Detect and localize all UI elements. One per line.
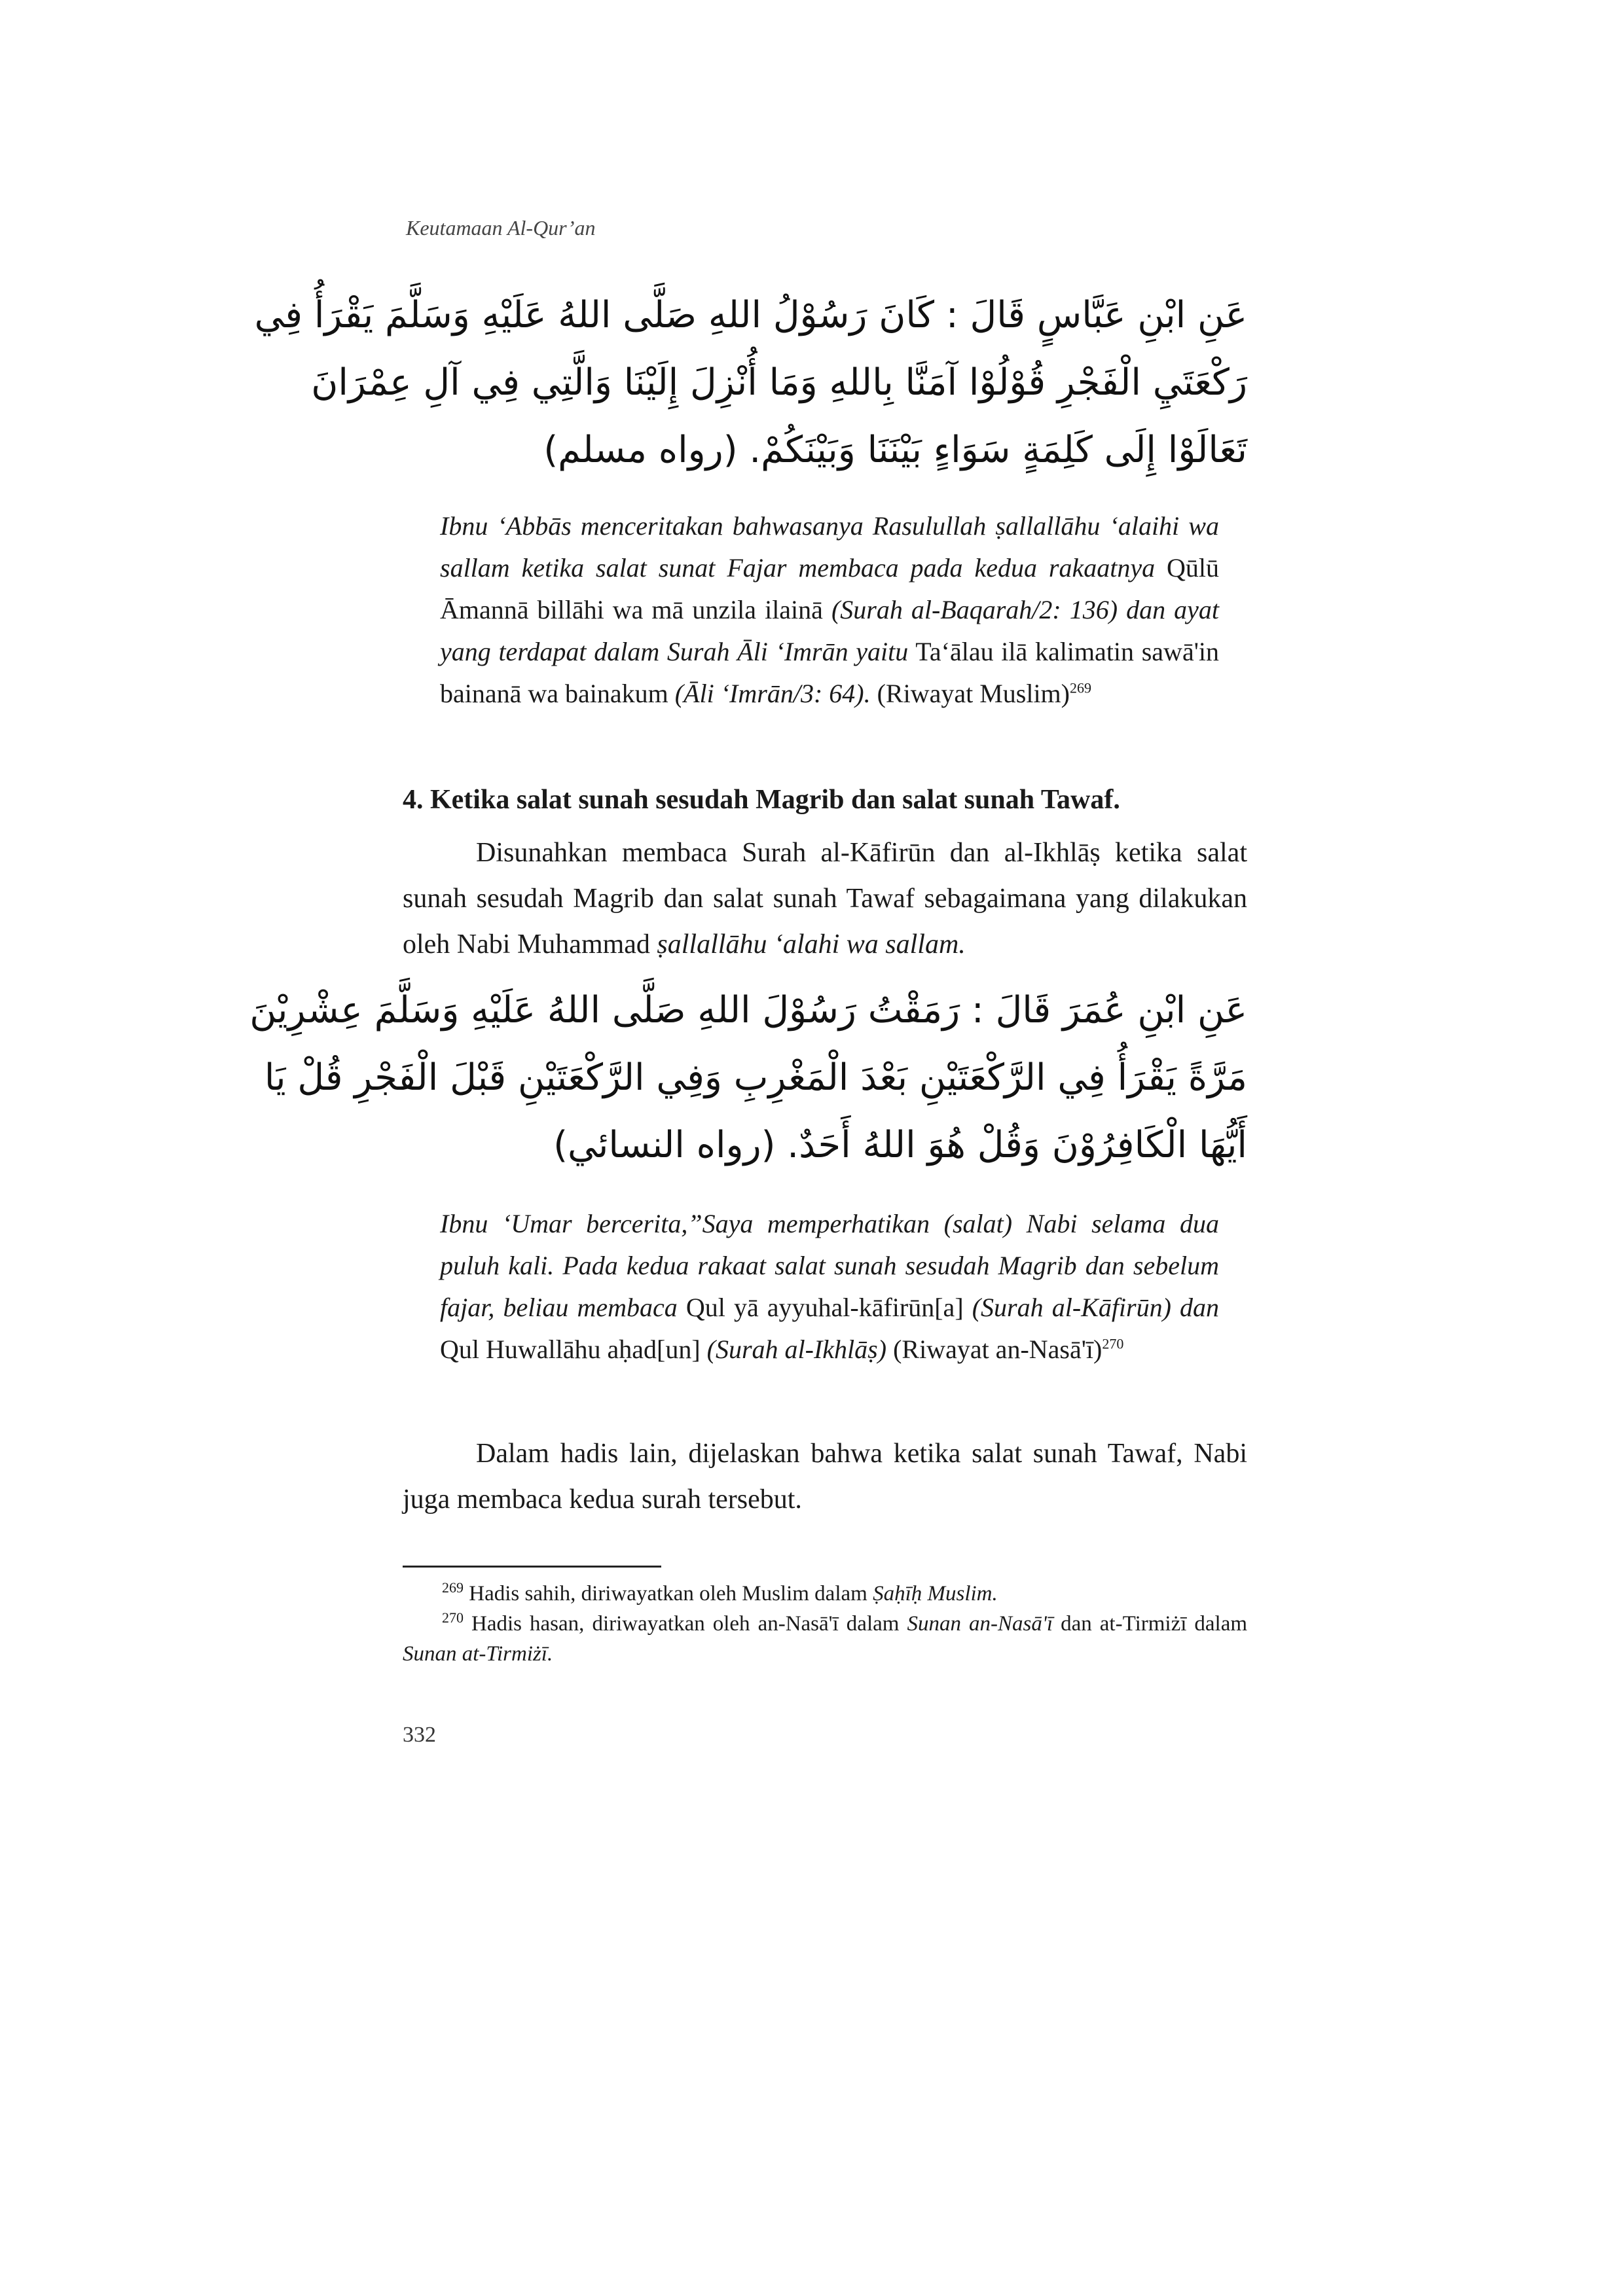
paragraph-text: Dalam hadis lain, dijelaskan bahwa ketika salat sunah Tawaf, Nabi juga membaca kedua surah tersebut. bbox=[403, 1439, 1247, 1515]
translation-text: (Surah al-Baqarah/2: 136) dan ayat yang terdapat dalam Surah Āli ‘Imrān yaitu bbox=[440, 595, 1219, 666]
narration-source: (Riwayat Muslim) bbox=[877, 679, 1070, 708]
paragraph-italic: ṣallallāhu ‘alahi wa sallam. bbox=[657, 929, 966, 960]
section-paragraph bbox=[403, 830, 1247, 967]
footnote-text: Hadis sahih, diriwayatkan oleh Muslim dalam bbox=[469, 1582, 867, 1605]
transliteration: Qul Huwallāhu aḥad[un] bbox=[440, 1335, 701, 1364]
translation-text: Ibnu ‘Abbās menceritakan bahwasanya Rasulullah ṣallallāhu ‘alaihi wa sallam ketika salat sunat Fajar membaca pada kedua rakaatnya bbox=[440, 511, 1219, 583]
closing-paragraph bbox=[403, 1431, 1247, 1522]
footnote-number: 269 bbox=[442, 1579, 464, 1596]
hadith-2-translation bbox=[440, 1203, 1219, 1371]
paragraph-text: Disunahkan membaca Surah al-Kāfirūn dan al-Ikhlāṣ ketika salat sunah sesudah Magrib dan salat sunah Tawaf sebagaimana yang dilakukan oleh Nabi Muhammad bbox=[403, 838, 1247, 960]
transliteration: Qūlū Āmannā billāhi wa mā unzila ilainā bbox=[440, 553, 1219, 624]
hadith-1-translation bbox=[440, 505, 1219, 715]
translation-text: Ibnu ‘Umar bercerita,”Saya memperhatikan (salat) Nabi selama dua puluh kali. Pada kedua rakaat salat sunah sesudah Magrib dan sebelum fajar, beliau membaca bbox=[440, 1209, 1219, 1322]
hadith-2-arabic bbox=[249, 977, 1247, 1179]
footnote-text: Hadis hasan, diriwayatkan oleh an-Nasā'ī dalam bbox=[471, 1612, 900, 1636]
footnote-source: Sunan at-Tirmiżī. bbox=[403, 1642, 553, 1666]
footnote-ref[interactable]: 270 bbox=[1102, 1335, 1124, 1352]
section-heading: 4. Ketika salat sunah sesudah Magrib dan salat sunah Tawaf. bbox=[403, 785, 1120, 815]
arabic-line: عَنِ ابْنِ عَبَّاسٍ قَالَ : كَانَ رَسُوْلُ اللهِ صَلَّى اللهُ عَلَيْهِ وَسَلَّمَ يَقْرَأُ فِي bbox=[254, 294, 1247, 336]
footnote-text: dan at-Tirmiżī dalam bbox=[1061, 1612, 1248, 1636]
narration-source: (Riwayat an-Nasā'ī) bbox=[893, 1335, 1103, 1364]
footnote bbox=[403, 1609, 1247, 1669]
footnote-number: 270 bbox=[442, 1609, 464, 1626]
surah-reference: (Āli ‘Imrān/3: 64). bbox=[674, 679, 871, 708]
arabic-line: رَكْعَتَيِ الْفَجْرِ قُوْلُوْا آمَنَّا بِاللهِ وَمَا أُنْزِلَ إِلَيْنَا وَالَّتِي فِي آلِ عِمْرَانَ bbox=[311, 361, 1247, 404]
arabic-line: عَنِ ابْنِ عُمَرَ قَالَ : رَمَقْتُ رَسُوْلَ اللهِ صَلَّى اللهُ عَلَيْهِ وَسَلَّمَ عِشْرِيْنَ bbox=[249, 989, 1247, 1031]
surah-reference: (Surah al-Ikhlāṣ) bbox=[706, 1335, 887, 1364]
footnote-source: Sunan an-Nasā'ī bbox=[907, 1612, 1053, 1636]
transliteration: Ta‘ālau ilā kalimatin sawā'in bainanā wa bainakum bbox=[440, 637, 1220, 708]
arabic-line: مَرَّةً يَقْرَأُ فِي الرَّكْعَتَيْنِ بَعْدَ الْمَغْرِبِ وَفِي الرَّكْعَتَيْنِ قَبْلَ الْفَجْرِ قُلْ يَا bbox=[264, 1056, 1247, 1099]
page-number: 332 bbox=[403, 1723, 436, 1747]
running-head: Keutamaan Al-Qur’an bbox=[406, 216, 596, 240]
footnote-ref[interactable]: 269 bbox=[1070, 679, 1091, 696]
arabic-line: أَيُّهَا الْكَافِرُوْنَ وَقُلْ هُوَ اللهُ أَحَدٌ. (رواه النسائي) bbox=[553, 1124, 1247, 1166]
arabic-line: تَعَالَوْا إِلَى كَلِمَةٍ سَوَاءٍ بَيْنَنَا وَبَيْنَكُمْ. (رواه مسلم) bbox=[543, 429, 1247, 471]
footnote bbox=[403, 1579, 1247, 1609]
hadith-1-arabic bbox=[254, 281, 1247, 484]
footnote-source: Ṣaḥīḥ Muslim. bbox=[873, 1582, 998, 1605]
transliteration: Qul yā ayyuhal-kāfirūn[a] bbox=[685, 1293, 964, 1322]
footnotes bbox=[403, 1579, 1247, 1669]
footnote-divider bbox=[403, 1566, 661, 1568]
surah-reference: (Surah al-Kāfirūn) dan bbox=[972, 1293, 1220, 1322]
